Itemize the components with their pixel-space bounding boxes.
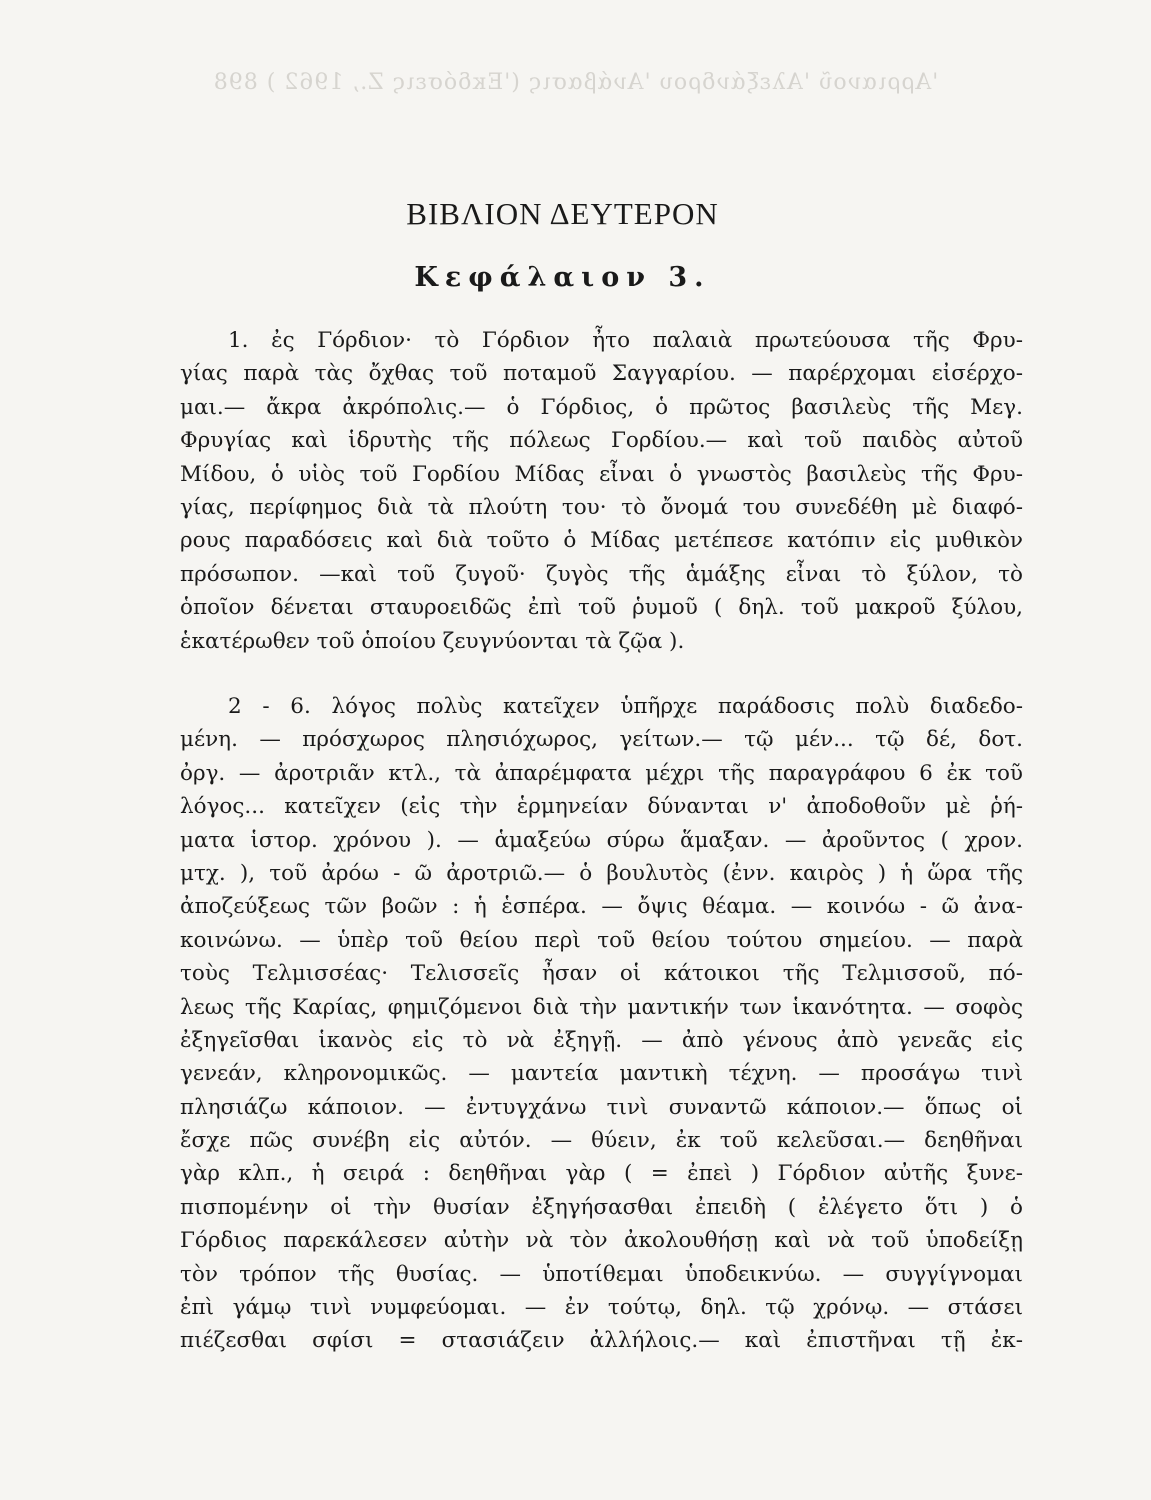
text-line: ρους παραδόσεις καὶ διὰ τοῦτο ὁ Μίδας μετέπεσε κατόπιν εἰς μυθικὸν	[180, 528, 1023, 554]
text-line: ὁποῖον δένεται σταυροειδῶς ἐπὶ τοῦ ῥυμοῦ ( δηλ. τοῦ μακροῦ ξύλου,	[180, 595, 1023, 621]
text-line: πιέζεσθαι σφίσι = στασιάζειν ἀλλήλοις.— καὶ ἐπιστῆναι τῇ ἐκ-	[180, 1328, 1023, 1354]
text-line: λόγος... κατεῖχεν (εἰς τὴν ἑρμηνείαν δύνανται ν' ἀποδοθοῦν μὲ ῥή-	[180, 794, 1023, 820]
paragraph-1	[180, 324, 1023, 658]
text-line: γὰρ κλπ., ἡ σειρά : δεηθῆναι γὰρ ( = ἐπεὶ ) Γόρδιον αὐτῆς ξυνε-	[180, 1161, 1023, 1187]
text-line: πρόσωπον. —καὶ τοῦ ζυγοῦ· ζυγὸς τῆς ἁμάξης εἶναι τὸ ξύλον, τὸ	[180, 561, 1023, 587]
text-line: Γόρδιος παρεκάλεσεν αὐτὴν νὰ τὸν ἀκολουθήσῃ καὶ νὰ τοῦ ὑποδείξῃ	[180, 1228, 1023, 1254]
book-title: ΒΙΒΛΙΟΝ ΔΕΥΤΕΡΟΝ	[406, 196, 719, 231]
text-line: γενεάν, κληρονομικῶς. — μαντεία μαντικὴ τέχνη. — προσάγω τινὶ	[180, 1061, 1023, 1087]
text-line: μένη. — πρόσχωρος πλησιόχωρος, γείτων.— τῷ μέν... τῷ δέ, δοτ.	[180, 727, 1023, 753]
paragraph-2	[180, 690, 1023, 1358]
text-line: ἑκατέρωθεν τοῦ ὁποίου ζευγνύονται τὰ ζῷα ).	[180, 628, 685, 654]
text-line: κοινώνω. — ὑπὲρ τοῦ θείου περὶ τοῦ θείου τούτου σημείου. — παρὰ	[180, 927, 1023, 953]
text-line: γίας, περίφημος διὰ τὰ πλούτη του· τὸ ὄνομά του συνεδέθη μὲ διαφό-	[180, 494, 1023, 520]
text-line: πισπομένην οἱ τὴν θυσίαν ἐξηγήσασθαι ἐπειδὴ ( ἐλέγετο ὅτι ) ὁ	[180, 1194, 1023, 1220]
text-line: ματα ἱστορ. χρόνου ). — ἁμαξεύω σύρω ἅμαξαν. — ἀροῦντος ( χρον.	[180, 827, 1023, 853]
text-line: 1. ἐς Γόρδιον· τὸ Γόρδιον ἦτο παλαιὰ πρωτεύουσα τῆς Φρυ-	[228, 328, 1023, 353]
text-line: ἐξηγεῖσθαι ἱκανὸς εἰς τὸ νὰ ἐξηγῇ. — ἀπὸ γένους ἀπὸ γενεᾶς εἰς	[180, 1027, 1023, 1053]
text-line: λεως τῆς Καρίας, φημιζόμενοι διὰ τὴν μαντικήν των ἱκανότητα. — σοφὸς	[180, 994, 1023, 1020]
text-line: ἔσχε πῶς συνέβη εἰς αὐτόν. — θύειν, ἐκ τοῦ κελεῦσαι.— δεηθῆναι	[180, 1128, 1023, 1154]
text-line: 2 - 6. λόγος πολὺς κατεῖχεν ὑπῆρχε παράδοσις πολὺ διαδεδο-	[228, 694, 1023, 719]
bleed-through-header: 'Αρριανοῦ 'Αλεξάνδρου 'Ανάβασις ('Εκδόσεις Ζ., 1962 ) 898	[212, 70, 939, 95]
text-line: ὀργ. — ἀροτριᾶν κτλ., τὰ ἀπαρέμφατα μέχρι τῆς παραγράφου 6 ἐκ τοῦ	[180, 760, 1023, 786]
text-line: Φρυγίας καὶ ἱδρυτὴς τῆς πόλεως Γορδίου.— καὶ τοῦ παιδὸς αὐτοῦ	[180, 428, 1023, 454]
text-line: Μίδου, ὁ υἱὸς τοῦ Γορδίου Μίδας εἶναι ὁ γνωστὸς βασιλεὺς τῆς Φρυ-	[180, 461, 1023, 487]
text-line: μαι.— ἄκρα ἀκρόπολις.— ὁ Γόρδιος, ὁ πρῶτος βασιλεὺς τῆς Μεγ.	[180, 394, 1023, 420]
text-line: ἐπὶ γάμῳ τινὶ νυμφεύομαι. — ἐν τούτῳ, δηλ. τῷ χρόνῳ. — στάσει	[180, 1295, 1023, 1321]
text-line: τὸν τρόπον τῆς θυσίας. — ὑποτίθεμαι ὑποδεικνύω. — συγγίγνομαι	[180, 1261, 1023, 1287]
chapter-title: Κεφάλαιον 3.	[414, 262, 711, 293]
text-line: μτχ. ), τοῦ ἀρόω - ῶ ἀροτριῶ.— ὁ βουλυτὸς (ἐνν. καιρὸς ) ἡ ὥρα τῆς	[180, 860, 1023, 886]
text-line: τοὺς Τελμισσέας· Τελισσεῖς ἦσαν οἱ κάτοικοι τῆς Τελμισσοῦ, πό-	[180, 961, 1023, 987]
text-line: πλησιάζω κάποιον. — ἐντυγχάνω τινὶ συναντῶ κάποιον.— ὅπως οἱ	[180, 1094, 1023, 1120]
text-line: γίας παρὰ τὰς ὄχθας τοῦ ποταμοῦ Σαγγαρίου. — παρέρχομαι εἰσέρχο-	[180, 361, 1023, 387]
text-line: ἀποζεύξεως τῶν βοῶν : ἡ ἑσπέρα. — ὄψις θέαμα. — κοινόω - ῶ ἀνα-	[180, 894, 1023, 920]
